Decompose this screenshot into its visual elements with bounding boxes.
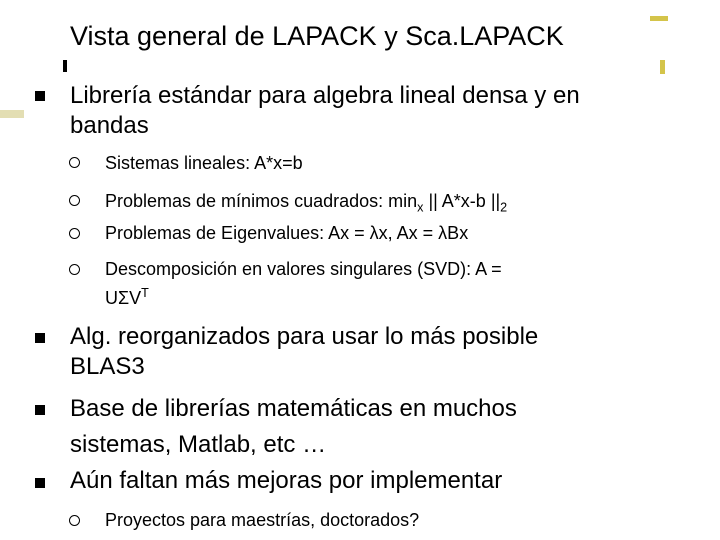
sub-bullet-least-squares: [105, 190, 507, 219]
least-squares-sub-x: x: [417, 200, 424, 215]
slide-title: Vista general de LAPACK y Sca.LAPACK: [70, 21, 564, 51]
circle-bullet-icon: [69, 228, 80, 239]
sub-bullet-eigenvalues: Problemas de Eigenvalues: Ax = λx, Ax = λBx: [105, 223, 469, 243]
circle-bullet-icon: [69, 515, 80, 526]
square-bullet-icon: [35, 333, 45, 343]
sub-bullet-svd-line-2: [105, 282, 149, 309]
svd-superscript-t: T: [141, 286, 149, 300]
sub-bullet-svd-line-1: Descomposición en valores singulares (SVD): A =: [105, 259, 502, 279]
svd-formula: UΣV: [105, 288, 142, 308]
decor-bar-right: [660, 60, 665, 74]
sub-bullet-linear-systems: Sistemas lineales: A*x=b: [105, 153, 303, 173]
circle-bullet-icon: [69, 195, 80, 206]
circle-bullet-icon: [69, 264, 80, 275]
least-squares-sub-2: 2: [500, 200, 508, 215]
bullet-2-line-1: Alg. reorganizados para usar lo más posible: [70, 323, 539, 350]
bullet-1-line-1: Librería estándar para algebra lineal densa y en: [70, 82, 580, 109]
bullet-2-line-2: BLAS3: [70, 353, 145, 380]
decor-bar-top-right: [650, 16, 668, 21]
sub-bullet-projects: Proyectos para maestrías, doctorados?: [105, 510, 420, 530]
least-squares-text: Problemas de mínimos cuadrados: min: [105, 191, 418, 211]
square-bullet-icon: [35, 405, 45, 415]
circle-bullet-icon: [69, 157, 80, 168]
square-bullet-icon: [35, 478, 45, 488]
square-bullet-icon: [35, 91, 45, 101]
bullet-1-line-2: bandas: [70, 112, 149, 139]
decor-bar-left-light: [0, 110, 24, 118]
bullet-3-line-2: sistemas, Matlab, etc …: [70, 431, 327, 458]
least-squares-norm: || A*x-b ||: [423, 191, 501, 211]
bullet-3-line-1: Base de librerías matemáticas en muchos: [70, 395, 517, 422]
bullet-4-line-1: Aún faltan más mejoras por implementar: [70, 467, 503, 494]
decor-bar-left-dark: [63, 60, 67, 72]
